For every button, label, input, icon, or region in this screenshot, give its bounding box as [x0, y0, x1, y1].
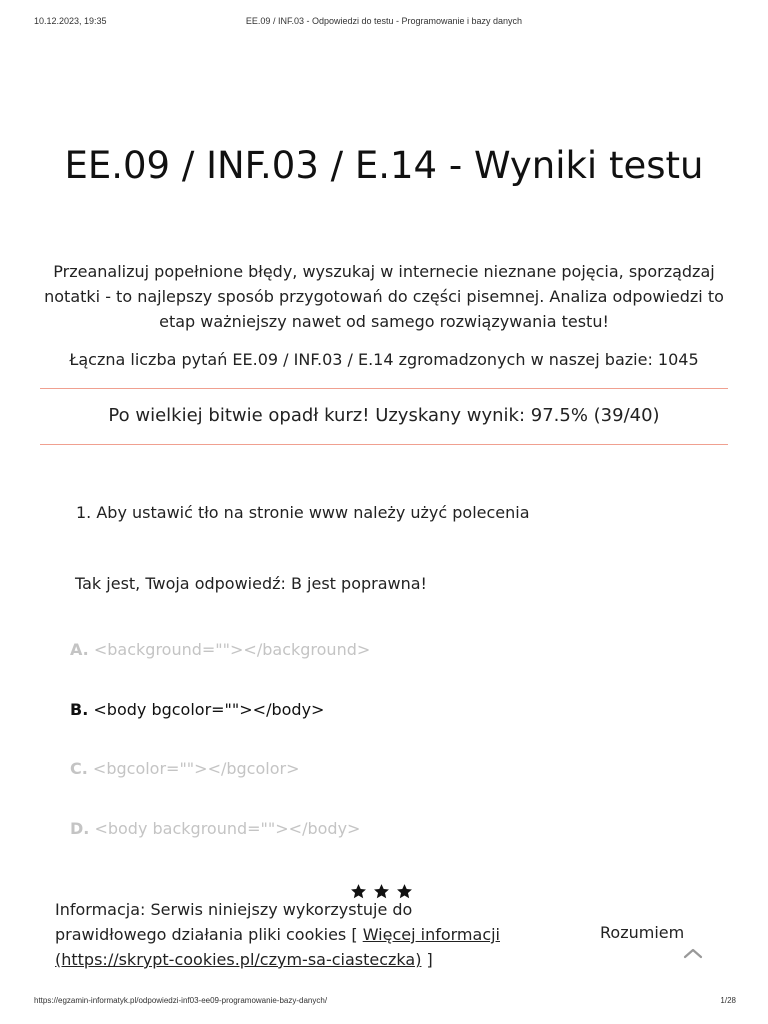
print-footer: [0, 996, 768, 1010]
print-url: https://egzamin-informatyk.pl/odpowiedzi-inf03-ee09-programowanie-bazy-danych/: [34, 996, 328, 1005]
print-page-number: 1/28: [720, 996, 736, 1005]
answer-text: <background=""></background>: [93, 640, 371, 659]
answer-text: <body background=""></body>: [94, 819, 361, 838]
answer-option-a: [70, 637, 720, 663]
cookie-notice-end: ]: [421, 950, 433, 969]
page-title: EE.09 / INF.03 / E.14 - Wyniki testu: [64, 144, 704, 187]
answer-letter: A.: [70, 640, 89, 659]
answer-letter: B.: [70, 700, 89, 719]
score-divider-top: [40, 388, 728, 389]
question-total-text: Łączna liczba pytań EE.09 / INF.03 / E.14 zgromadzonych w naszej bazie: 1045: [69, 350, 699, 369]
question-text: 1. Aby ustawić tło na stronie www należy użyć polecenia: [76, 503, 530, 522]
answer-option-c: [70, 756, 720, 782]
accept-cookies-button[interactable]: Rozumiem: [600, 920, 684, 946]
answer-text: <bgcolor=""></bgcolor>: [92, 759, 300, 778]
chevron-up-icon: [682, 946, 704, 960]
cookie-notice-text: Informacja: Serwis niniejszy wykorzystuje do prawidłowego działania pliki cookies [: [55, 900, 413, 944]
cookie-more-info-link[interactable]: Więcej informacji (https://skrypt-cookies.pl/czym-sa-ciasteczka): [55, 925, 500, 969]
answer-letter: D.: [70, 819, 90, 838]
answer-option-b: [70, 697, 720, 723]
print-date: 10.12.2023, 19:35: [34, 16, 107, 26]
print-document-title: EE.09 / INF.03 - Odpowiedzi do testu - Programowanie i bazy danych: [245, 16, 523, 26]
answer-text: <body bgcolor=""></body>: [93, 700, 325, 719]
print-header: [0, 16, 768, 30]
answer-letter: C.: [70, 759, 88, 778]
answer-feedback: Tak jest, Twoja odpowiedź: B jest poprawna!: [75, 574, 427, 593]
scroll-to-top-button[interactable]: [682, 946, 704, 960]
score-summary: Po wielkiej bitwie opadł kurz! Uzyskany wynik: 97.5% (39/40): [108, 405, 660, 426]
score-divider-bottom: [40, 444, 728, 445]
cookie-banner: [0, 896, 768, 976]
answer-option-d: [70, 816, 720, 842]
cookie-notice: [55, 897, 525, 972]
intro-text: Przeanalizuj popełnione błędy, wyszukaj w internecie nieznane pojęcia, sporządzaj notatki - to najlepszy sposób przygotowań do części pisemnej. Analiza odpowiedzi to etap ważniejszy nawet od samego rozwiązywania testu!: [44, 262, 724, 331]
